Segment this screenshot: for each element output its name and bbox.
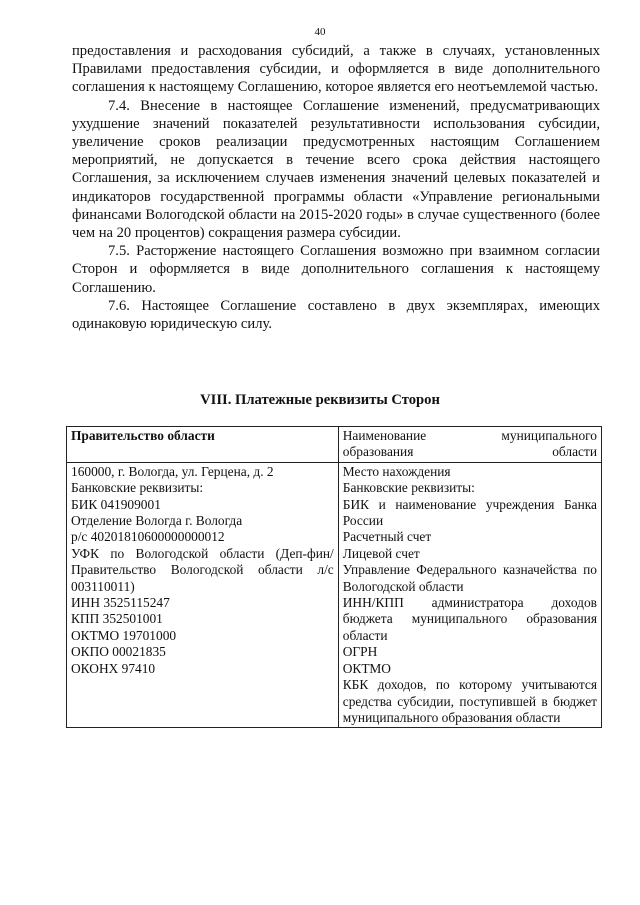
right-line-personal-account: Лицевой счет — [342, 545, 420, 561]
left-line-address: 160000, г. Вологда, ул. Герцена, д. 2 — [71, 463, 274, 479]
left-line-okpo: ОКПО 00021835 — [71, 644, 166, 660]
requisites-table — [66, 426, 602, 728]
government-requisites — [67, 462, 339, 728]
left-line-branch: Отделение Вологда г. Вологда — [71, 513, 243, 529]
paragraph-7-5: 7.5. Расторжение настоящего Соглашения возможно при взаимном согласии Сторон и оформляется в виде дополнительного соглашения к настоящему Соглашению. — [72, 243, 600, 296]
left-line-inn: ИНН 3525115247 — [71, 595, 170, 611]
left-line-kpp: КПП 352501001 — [71, 611, 163, 627]
right-line-treasury: Управление Федерального казначейства по Вологодской области — [342, 562, 597, 594]
body-text — [72, 42, 600, 333]
right-line-bank-heading: Банковские реквизиты: — [342, 480, 475, 496]
right-line-location: Место нахождения — [342, 463, 451, 479]
right-line-oktmo: ОКТМО — [342, 660, 391, 676]
left-line-bank-heading: Банковские реквизиты: — [71, 480, 204, 496]
section-title: VIII. Платежные реквизиты Сторон — [200, 392, 440, 408]
left-header: Правительство области — [67, 427, 339, 463]
paragraph-continuation: предоставления и расходования субсидий, а также в случаях, установленных Правилами предоставления субсидии, и оформляется в виде дополнительного соглашения к настоящему Соглашению, которое является его неотъемлемой частью. — [72, 43, 600, 96]
left-line-ufk: УФК по Вологодской области (Деп-фин/Правительство Вологодской области л/с 003110011) — [71, 545, 334, 594]
right-line-bik: БИК и наименование учреждения Банка России — [342, 496, 597, 529]
right-line-inn-kpp: ИНН/КПП администратора доходов бюджета муниципального образования области — [342, 595, 597, 643]
paragraph-7-6: 7.6. Настоящее Соглашение составлено в двух экземплярах, имеющих одинаковую юридическую силу. — [72, 297, 600, 333]
right-line-kbk: КБК доходов, по которому учитываются средства субсидии, поступившей в бюджет муниципального образования области — [342, 677, 597, 725]
table-header-row — [67, 427, 602, 463]
right-line-settlement-account: Расчетный счет — [342, 529, 432, 545]
left-line-oktmo: ОКТМО 19701000 — [71, 627, 177, 643]
page-number: 40 — [314, 26, 326, 38]
municipality-requisites — [338, 462, 601, 728]
right-header: Наименование муниципального образования области — [338, 427, 601, 463]
left-line-account: р/с 40201810600000000012 — [71, 529, 225, 545]
paragraph-7-4: 7.4. Внесение в настоящее Соглашение изменений, предусматривающих ухудшение значений показателей результативности использования субсидии, увеличение сроков реализации предусмотренных настоящим Соглашением мероприятий, не допускается в течение всего срока действия настоящего Соглашения, за исключением случаев изменения значений целевых показателей и индикаторов государственной программы области «Управление региональными финансами Вологодской области на 2015-2020 годы» в случае существенного (более чем на 20 процентов) сокращения размера субсидии. — [72, 97, 600, 242]
right-line-ogrn: ОГРН — [342, 644, 378, 660]
left-line-bik: БИК 041909001 — [71, 496, 161, 512]
left-line-okonh: ОКОНХ 97410 — [71, 660, 156, 676]
table-body-row — [67, 462, 602, 728]
